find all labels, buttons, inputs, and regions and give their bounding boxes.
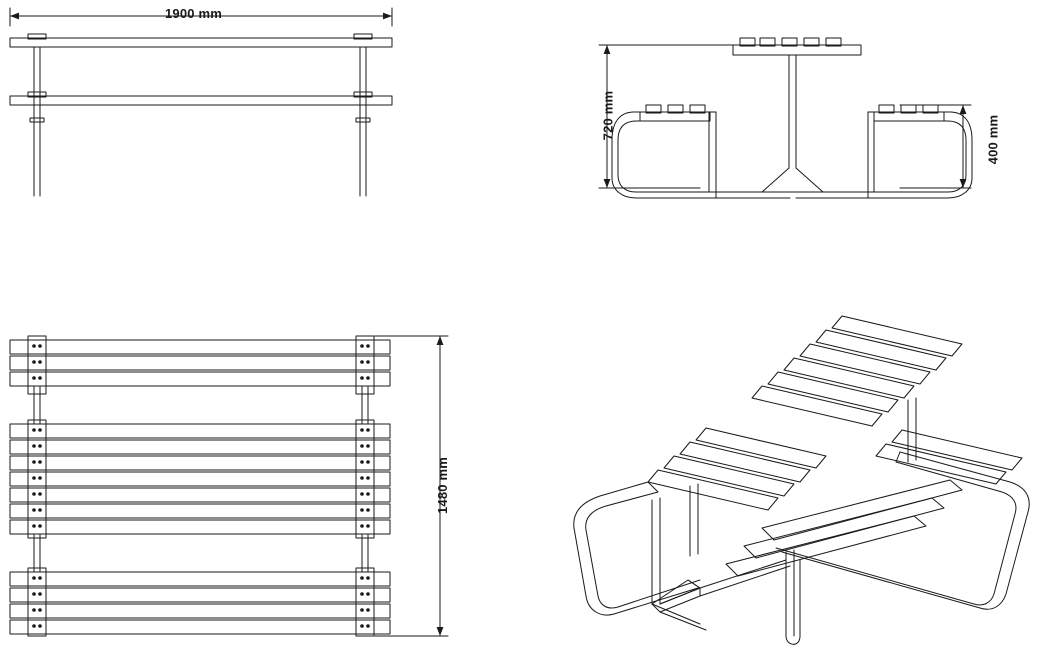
dimension-label-depth: 1480 mm [435, 456, 451, 515]
isometric-view [574, 316, 1029, 644]
dimension-label-width: 1900 mm [165, 6, 223, 21]
dimension-table-height-720 [599, 45, 735, 188]
plan-view-slats [10, 336, 451, 636]
top-view-frame [10, 8, 392, 196]
dimension-seat-height-400 [900, 105, 971, 188]
dimension-label-table-height: 720 mm [600, 90, 616, 141]
dimension-label-seat-height: 400 mm [985, 114, 1001, 165]
side-elevation-view [599, 38, 972, 198]
